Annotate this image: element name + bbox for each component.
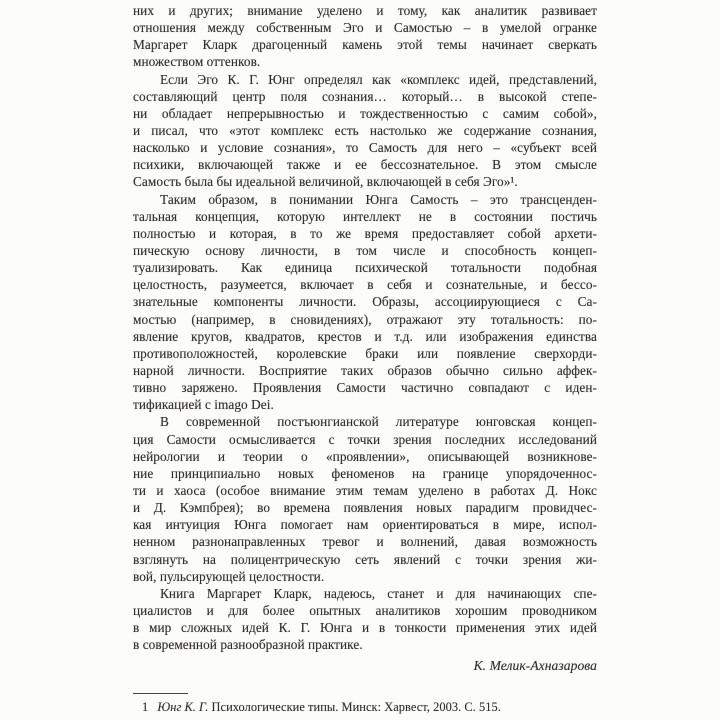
footnote <box>133 700 597 715</box>
text-line: множеством оттенков. <box>133 54 261 70</box>
text-line: ти и хаоса (особое внимание этим темам уделено в работах Д. Нокс <box>133 482 597 498</box>
footnote-author: Юнг К. Г. <box>157 700 209 715</box>
text-line: противоположностей, королевские браки или появление сверхорди- <box>133 345 597 361</box>
text-line: явление кругов, квадратов, крестов и т.д. или изображения единства <box>133 328 597 344</box>
text-line: Книга Маргарет Кларк, надеюсь, станет и для начинающих спе- <box>160 585 597 601</box>
text-line: мостью (например, в сновидениях), отражают эту тотальность: по- <box>133 311 597 327</box>
text-line: взглянуть на полицентрическую сеть явлений с точки зрения жи- <box>133 551 597 567</box>
text-line: в современной разнообразной практике. <box>133 637 363 653</box>
text-line: психики, включающей также и ее бессознательное. В этом смысле <box>133 157 597 173</box>
signature: К. Мелик-Ахназарова <box>473 658 597 674</box>
text-line: них и других; внимание уделено и тому, как аналитик развивает <box>133 3 597 18</box>
paragraph <box>133 2 597 71</box>
text-line: тальная концепция, которую интеллект не в состоянии постичь <box>133 208 597 224</box>
text-line: в мир сложных идей К. Г. Юнга и в тонкости применения этих идей <box>133 620 597 636</box>
text-line: В современной постъюнгианской литературе юнговская концеп- <box>160 414 597 430</box>
text-column <box>133 2 597 715</box>
footnote-rule <box>133 693 188 694</box>
text-line: целостность, разумеется, включает в себя и сознательные, и бессо- <box>133 277 597 293</box>
text-line: циалистов и для более опытных аналитиков хорошим проводником <box>133 602 597 618</box>
paragraphs-container <box>133 2 597 653</box>
text-line: вой, пульсирующей целостности. <box>133 568 325 584</box>
paragraph <box>133 71 597 191</box>
text-line: Маргарет Кларк драгоценный камень этой темы начинает сверкать <box>133 37 597 53</box>
text-line: насколько и условие сознания», то Самость для него – «субъект всей <box>133 140 597 156</box>
paragraph <box>133 585 597 654</box>
text-line: нарной личности. Восприятие таких образов обычно сильно аффек- <box>133 362 597 378</box>
footnote-text: Психологические типы. Минск: Харвест, 2003. С. 515. <box>211 700 501 715</box>
text-line: ненном разнонаправленных тревог и волнений, давая возможность <box>133 534 597 550</box>
footnote-marker: 1 <box>142 700 149 715</box>
text-line: ни обладает непрерывностью и тождественностью с самим собой», <box>133 105 597 121</box>
paragraph <box>133 413 597 584</box>
text-line: Самость была бы идеальной величиной, включающей в себя Эго»¹. <box>133 174 518 190</box>
text-line: ция Самости осмысливается с точки зрения последних исследований <box>133 431 597 447</box>
text-line: туализировать. Как единица психической тотальности подобная <box>133 260 597 276</box>
text-line: тивно заряжено. Проявления Самости частично совпадают с иден- <box>133 380 597 396</box>
text-line: тификацией с imago Dei. <box>133 397 274 413</box>
text-line: кая интуиция Юнга помогает нам ориентироваться в мире, испол- <box>133 517 597 533</box>
text-line: и Д. Кэмпбрея); во времена появления новых парадигм провидчес- <box>133 500 597 516</box>
text-line: ние принципиально новых феноменов на границе упорядоченнос- <box>133 465 597 481</box>
text-line: составляющий центр поля сознания… который… в высокой степе- <box>133 88 597 104</box>
text-line: Таким образом, в понимании Юнга Самость – это трансценден- <box>160 191 597 207</box>
text-line: полностью и которая, в то же время предоставляет собой архети- <box>133 225 597 241</box>
text-line: и писал, что «этот комплекс есть настолько же содержание сознания, <box>133 122 597 138</box>
text-line: знательные компоненты личности. Образы, ассоциирующиеся с Са- <box>133 294 597 310</box>
text-line: пическую основу личности, в том числе и способность концеп- <box>133 242 597 258</box>
paragraph <box>133 191 597 414</box>
text-line: отношения между собственным Эго и Самостью – в умелой огранке <box>133 20 597 36</box>
text-line: Если Эго К. Г. Юнг определял как «комплекс идей, представлений, <box>160 71 597 87</box>
text-line: нейрологии и теории о «проявлении», описывающей возникнове- <box>133 448 597 464</box>
